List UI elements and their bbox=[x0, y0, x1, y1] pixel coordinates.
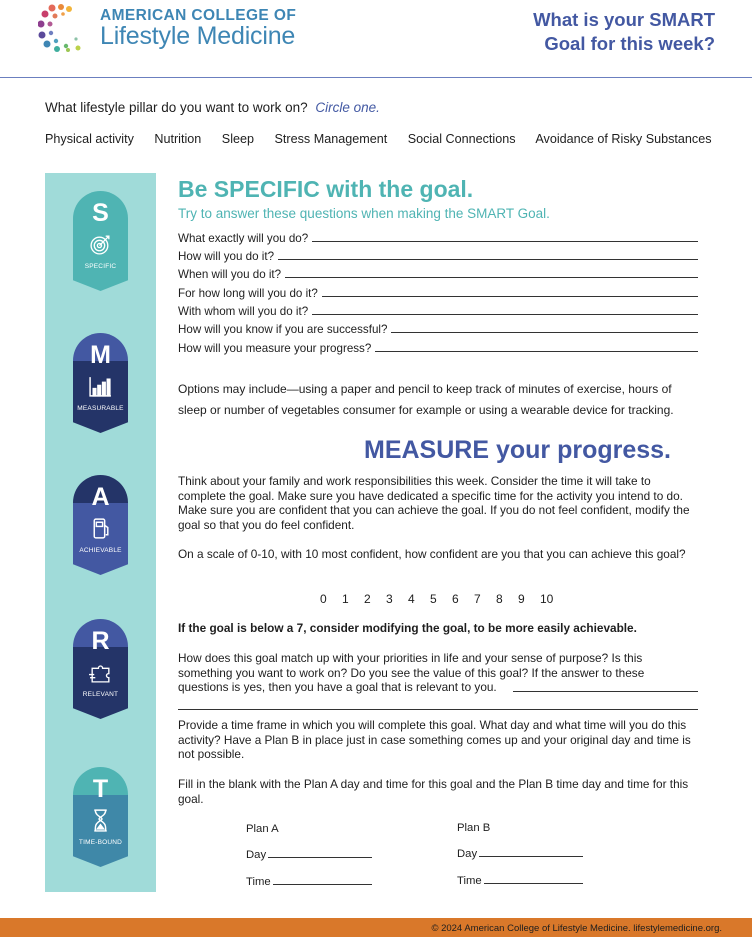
fuel-gauge-icon bbox=[88, 516, 113, 541]
page-title bbox=[533, 8, 715, 56]
fill-paragraph: Fill in the blank with the Plan A day and time for this goal and the Plan B time day and time for this goal. bbox=[178, 777, 689, 806]
plan-a-time bbox=[246, 876, 372, 888]
question-how-long bbox=[178, 284, 698, 300]
question-measure bbox=[178, 339, 698, 355]
plan-a-title-text: Plan A bbox=[246, 823, 279, 835]
plan-a-time-line[interactable] bbox=[273, 884, 372, 885]
question-when bbox=[178, 265, 698, 281]
pillar-prompt bbox=[45, 100, 380, 115]
smart-sidebar bbox=[45, 173, 156, 892]
badge-label-measurable: MEASURABLE bbox=[77, 405, 124, 412]
confidence-scale bbox=[320, 592, 562, 606]
badge-label-achievable: ACHIEVABLE bbox=[79, 547, 122, 554]
badge-label-specific: SPECIFIC bbox=[84, 263, 117, 270]
question-label: How will you do it? bbox=[178, 250, 275, 263]
badge-letter-s: S bbox=[92, 199, 109, 227]
question-success bbox=[178, 320, 698, 336]
question-label: How will you measure your progress? bbox=[178, 342, 372, 355]
header-divider bbox=[0, 77, 752, 78]
question-label: With whom will you do it? bbox=[178, 305, 309, 318]
answer-line[interactable] bbox=[375, 351, 698, 352]
scale-option-7[interactable]: 7 bbox=[474, 592, 481, 606]
plan-b-time bbox=[457, 875, 583, 887]
page-title-line1: What is your SMART bbox=[533, 9, 715, 30]
plan-b-title bbox=[457, 822, 490, 834]
answer-line[interactable] bbox=[312, 241, 698, 242]
answer-line[interactable] bbox=[278, 259, 698, 260]
plan-a-title bbox=[246, 823, 279, 835]
badge-letter-m: M bbox=[90, 341, 111, 369]
timeframe-paragraph: Provide a time frame in which you will complete this goal. What day and what time will you do this activity? Have a Plan B in place just in case something comes up and your original day and time is not possible. bbox=[178, 718, 691, 761]
answer-line[interactable] bbox=[391, 332, 698, 333]
puzzle-icon bbox=[88, 660, 113, 685]
modify-note: If the goal is below a 7, consider modifying the goal, to be more easily achievable. bbox=[178, 621, 637, 635]
pillar-option-stress-management[interactable]: Stress Management bbox=[274, 132, 388, 146]
plan-b-day-line[interactable] bbox=[479, 856, 583, 857]
answer-line[interactable] bbox=[312, 314, 698, 315]
answer-line[interactable] bbox=[285, 277, 698, 278]
plan-a-day bbox=[246, 849, 372, 861]
relevant-paragraph: How does this goal match up with your priorities in life and your sense of purpose? Is this something you want to work on? Do you see the value of this goal? If the answer to these questions is yes, then you have a goal that is relevant to you. bbox=[178, 651, 645, 694]
scale-option-10[interactable]: 10 bbox=[540, 592, 554, 606]
question-label: When will you do it? bbox=[178, 268, 282, 281]
badge-label-time-bound: TIME-BOUND bbox=[78, 839, 123, 846]
pillar-option-sleep[interactable]: Sleep bbox=[221, 132, 255, 146]
scale-option-9[interactable]: 9 bbox=[518, 592, 525, 606]
options-paragraph: Options may include—using a paper and pencil to keep track of minutes of exercise, hours of sleep or number of vegetables consumer for example or using a wearable device for tracking. bbox=[178, 382, 674, 417]
plan-a-day-label: Day bbox=[246, 849, 267, 861]
target-icon bbox=[88, 232, 113, 257]
question-label: For how long will you do it? bbox=[178, 287, 318, 300]
page-title-line2: Goal for this week? bbox=[544, 33, 715, 54]
relevant-answer-line-2[interactable] bbox=[178, 709, 698, 710]
scale-option-1[interactable]: 1 bbox=[342, 592, 349, 606]
question-label: What exactly will you do? bbox=[178, 232, 309, 245]
question-what bbox=[178, 229, 698, 245]
badge-letter-r: R bbox=[91, 627, 110, 655]
plan-b-day bbox=[457, 848, 583, 860]
measure-heading: MEASURE your progress. bbox=[364, 436, 672, 464]
question-with-whom bbox=[178, 302, 698, 318]
confidence-question: On a scale of 0-10, with 10 most confident, how confident are you that you can achieve this goal? bbox=[178, 547, 686, 561]
footer-copyright: © 2024 American College of Lifestyle Medicine. lifestylemedicine.org. bbox=[431, 923, 722, 934]
question-label: How will you know if you are successful? bbox=[178, 323, 388, 336]
plan-b-time-label: Time bbox=[457, 875, 482, 887]
scale-option-4[interactable]: 4 bbox=[408, 592, 415, 606]
plan-b-day-label: Day bbox=[457, 848, 478, 860]
specific-subheading: Try to answer these questions when making the SMART Goal. bbox=[178, 206, 550, 221]
badge-letter-a: A bbox=[91, 483, 110, 511]
relevant-answer-line[interactable] bbox=[513, 691, 698, 692]
pillar-instruction: Circle one. bbox=[315, 100, 380, 115]
measure-paragraph: Think about your family and work responsibilities this week. Consider the time it will take to complete the goal. Make sure you have dedicated a specific time for the activity you intend to do. Make sure you are confident that you can achieve the goal. If you do not feel confident, modify the goal so that you do feel confident. bbox=[178, 474, 690, 532]
plan-a-time-label: Time bbox=[246, 876, 271, 888]
scale-option-6[interactable]: 6 bbox=[452, 592, 459, 606]
org-name-line1: AMERICAN COLLEGE OF bbox=[100, 7, 297, 24]
org-name-line2: Lifestyle Medicine bbox=[100, 22, 296, 50]
scale-option-5[interactable]: 5 bbox=[430, 592, 437, 606]
plan-b-title-text: Plan B bbox=[457, 822, 491, 834]
bar-chart-icon bbox=[88, 374, 113, 399]
pillar-option-social-connections[interactable]: Social Connections bbox=[407, 132, 516, 146]
pillar-question: What lifestyle pillar do you want to work on? bbox=[45, 100, 308, 115]
scale-option-2[interactable]: 2 bbox=[364, 592, 371, 606]
scale-option-3[interactable]: 3 bbox=[386, 592, 393, 606]
plan-a-day-line[interactable] bbox=[268, 857, 372, 858]
pillar-option-nutrition[interactable]: Nutrition bbox=[154, 132, 202, 146]
scale-option-0[interactable]: 0 bbox=[320, 592, 327, 606]
plan-b-time-line[interactable] bbox=[484, 883, 583, 884]
badge-letter-t: T bbox=[92, 775, 109, 803]
question-how bbox=[178, 247, 698, 263]
pillar-option-physical-activity[interactable]: Physical activity bbox=[45, 132, 134, 146]
logo-mark bbox=[38, 4, 94, 52]
answer-line[interactable] bbox=[322, 296, 698, 297]
pillar-options bbox=[45, 132, 712, 146]
hourglass-icon bbox=[88, 808, 113, 833]
scale-option-8[interactable]: 8 bbox=[496, 592, 503, 606]
badge-label-relevant: RELEVANT bbox=[82, 691, 119, 698]
specific-heading: Be SPECIFIC with the goal. bbox=[178, 176, 474, 202]
pillar-option-avoidance-risky-substances[interactable]: Avoidance of Risky Substances bbox=[535, 132, 712, 146]
